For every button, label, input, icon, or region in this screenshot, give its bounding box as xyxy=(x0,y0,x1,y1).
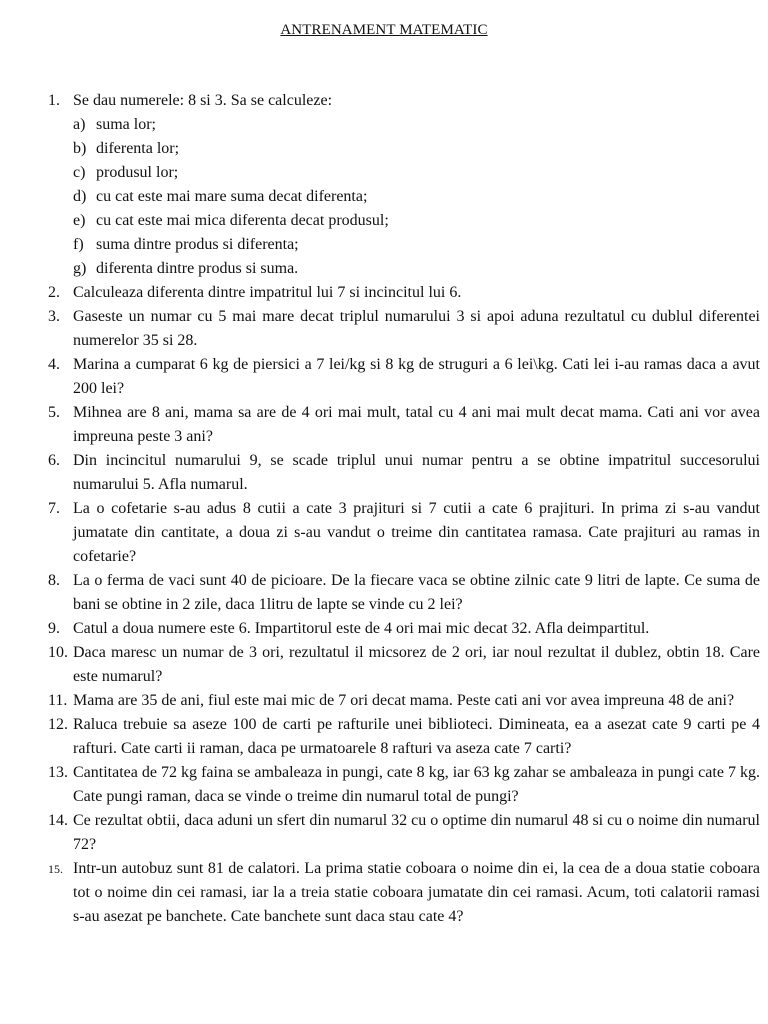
problem-text: Marina a cumparat 6 kg de piersici a 7 lei/kg si 8 kg de struguri a 6 lei\kg. Cati lei i-au ramas daca a avut 200 lei? xyxy=(73,356,760,397)
subitem-letter: g) xyxy=(73,260,87,277)
problem-number: 7. xyxy=(48,500,60,517)
subitem-text: produsul lor; xyxy=(96,164,179,181)
subitem-letter: d) xyxy=(73,188,87,205)
subitem xyxy=(48,209,760,233)
subitem-letter: f) xyxy=(73,236,84,253)
problem-item xyxy=(48,713,760,761)
subitem xyxy=(48,185,760,209)
problem-number: 1. xyxy=(48,92,60,109)
subitem-text: cu cat este mai mare suma decat diferenta; xyxy=(96,188,368,205)
problem-number: 15. xyxy=(48,862,63,876)
problem-text: Daca maresc un numar de 3 ori, rezultatul il micsorez de 2 ori, iar noul rezultat il dublez, obtin 18. Care este numarul? xyxy=(73,644,760,685)
subitem xyxy=(48,161,760,185)
problem-text: Catul a doua numere este 6. Impartitorul este de 4 ori mai mic decat 32. Afla deimpartitul. xyxy=(73,620,650,637)
problem-number: 5. xyxy=(48,404,60,421)
problem-text: Raluca trebuie sa aseze 100 de carti pe rafturile unei biblioteci. Dimineata, ea a asezat cate 9 carti pe 4 rafturi. Cate carti ii raman, daca pe urmatoarele 8 rafturi va aseza cate 7 carti? xyxy=(73,716,760,757)
subitem-text: suma lor; xyxy=(96,116,156,133)
problem-number: 3. xyxy=(48,308,60,325)
problem-item xyxy=(48,689,760,713)
subitem-text: suma dintre produs si diferenta; xyxy=(96,236,299,253)
problem-number: 2. xyxy=(48,284,60,301)
problem-number: 9. xyxy=(48,620,60,637)
problem-number: 4. xyxy=(48,356,60,373)
problem-item xyxy=(48,617,760,641)
problem-number: 8. xyxy=(48,572,60,589)
subitem-text: cu cat este mai mica diferenta decat produsul; xyxy=(96,212,389,229)
problem-text: Calculeaza diferenta dintre impatritul lui 7 si incincitul lui 6. xyxy=(73,284,462,301)
problem-text: Gaseste un numar cu 5 mai mare decat triplul numarului 3 si apoi aduna rezultatul cu dublul diferentei numerelor 35 si 28. xyxy=(73,308,760,349)
subitem-letter: b) xyxy=(73,140,87,157)
problem-text: La o ferma de vaci sunt 40 de picioare. De la fiecare vaca se obtine zilnic cate 9 litri de lapte. Ce suma de bani se obtine in 2 zile, daca 1litru de lapte se vinde cu 2 lei? xyxy=(73,572,760,613)
subitem-letter: a) xyxy=(73,116,86,133)
problem-text: Intr-un autobuz sunt 81 de calatori. La prima statie coboara o noime din ei, la cea de a doua statie coboara tot o noime din cei ramasi, iar la a treia statie coboara jumatate din cei ramasi. Acum, toti calatorii ramasi s-au asezat pe banchete. Cate banchete sunt daca stau cate 4? xyxy=(73,860,760,925)
problem-item xyxy=(48,761,760,809)
problem-item xyxy=(48,305,760,353)
problem-text: Se dau numerele: 8 si 3. Sa se calculeze: xyxy=(73,92,333,109)
problem-item xyxy=(48,857,760,929)
problem-item xyxy=(48,89,760,113)
problem-item xyxy=(48,449,760,497)
problem-text: Cantitatea de 72 kg faina se ambaleaza in pungi, cate 8 kg, iar 63 kg zahar se ambaleaza in pungi cate 7 kg. Cate pungi raman, daca se vinde o treime din numarul total de pungi? xyxy=(73,764,760,805)
subitem xyxy=(48,233,760,257)
problem-number: 13. xyxy=(48,764,68,781)
problem-item xyxy=(48,497,760,569)
subitem xyxy=(48,137,760,161)
problem-item xyxy=(48,353,760,401)
subitem xyxy=(48,257,760,281)
problem-text: Mihnea are 8 ani, mama sa are de 4 ori mai mult, tatal cu 4 ani mai mult decat mama. Cati ani vor avea impreuna peste 3 ani? xyxy=(73,404,760,445)
problem-text: Mama are 35 de ani, fiul este mai mic de 7 ori decat mama. Peste cati ani vor avea impreuna 48 de ani? xyxy=(73,692,735,709)
problem-item xyxy=(48,401,760,449)
subitem-text: diferenta dintre produs si suma. xyxy=(96,260,299,277)
problem-item xyxy=(48,569,760,617)
problem-number: 14. xyxy=(48,812,68,829)
page-title: ANTRENAMENT MATEMATIC xyxy=(280,22,488,38)
problem-text: Din incincitul numarului 9, se scade triplul unui numar pentru a se obtine impatritul succesorului numarului 5. Afla numarul. xyxy=(73,452,760,493)
problem-number: 6. xyxy=(48,452,60,469)
problem-number: 11. xyxy=(48,692,68,709)
subitem xyxy=(48,113,760,137)
problem-item xyxy=(48,281,760,305)
problem-text: La o cofetarie s-au adus 8 cutii a cate 3 prajituri si 7 cutii a cate 6 prajituri. In prima zi s-au vandut jumatate din cantitate, a doua zi s-au vandut o treime din cantitatea ramasa. Cate prajituri au ramas in cofetarie? xyxy=(73,500,760,565)
problem-number: 10. xyxy=(48,644,68,661)
subitem-letter: e) xyxy=(73,212,86,229)
subitem-letter: c) xyxy=(73,164,86,181)
subitem-text: diferenta lor; xyxy=(96,140,180,157)
problem-number: 12. xyxy=(48,716,68,733)
problem-text: Ce rezultat obtii, daca aduni un sfert din numarul 32 cu o optime din numarul 48 si cu o noime din numarul 72? xyxy=(73,812,760,853)
problem-item xyxy=(48,809,760,857)
problem-item xyxy=(48,641,760,689)
problem-list xyxy=(48,89,760,929)
